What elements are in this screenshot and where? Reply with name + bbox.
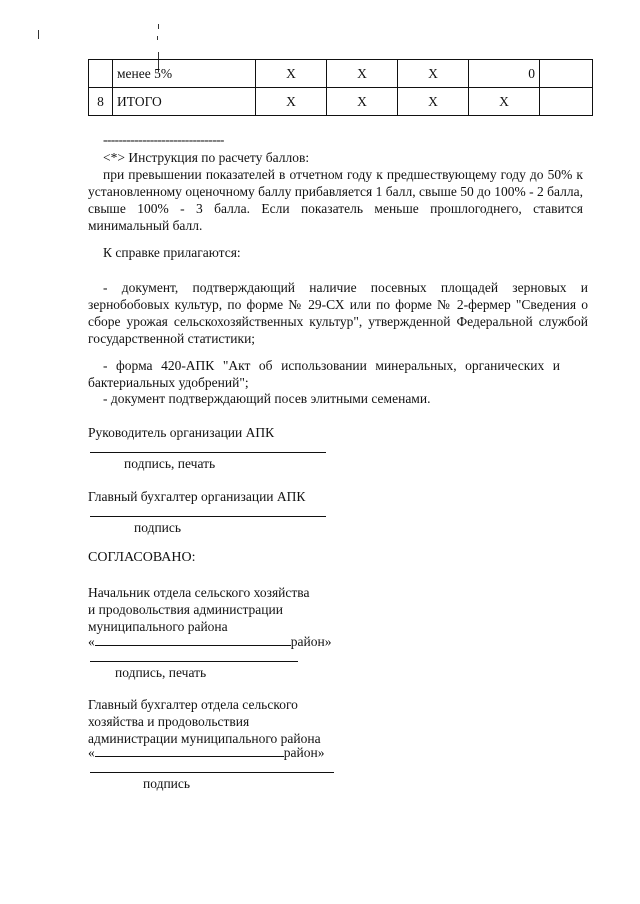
district-line [88, 633, 331, 650]
head-title: Руководитель организации АПК [88, 425, 275, 440]
attachments-heading: К справке прилагаются: [103, 245, 241, 260]
table-cell: 0 [469, 60, 540, 88]
table-cell: X [398, 60, 469, 88]
table-cell: X [256, 88, 327, 116]
table-cell: X [256, 60, 327, 88]
district-blank [95, 645, 291, 646]
dept-acc-title-line: администрации муниципального района [88, 731, 321, 746]
signature-line [90, 661, 298, 662]
table-cell [540, 88, 593, 116]
footnote-text: при превышении показателей в отчетном году к предшествующему году до 50% к установленному оценочному баллу прибавляется 1 балл, свыше 50 до 100% - 2 балла, свыше 100% - 3 балла. Если показатель меньше прошлогоднего, ставится минимальный балл. [88, 167, 583, 233]
accountant-caption: подпись [134, 520, 182, 535]
scan-mark [158, 24, 159, 29]
dept-acc-title-line: Главный бухгалтер отдела сельского [88, 697, 298, 712]
table-row [89, 88, 593, 116]
table-cell [540, 60, 593, 88]
head-caption: подпись, печать [124, 456, 216, 471]
district-suffix: район» [283, 745, 325, 760]
table-cell: X [469, 88, 540, 116]
signature-line [90, 516, 326, 517]
agreed-heading: СОГЛАСОВАНО: [88, 550, 196, 565]
footnote-title: <*> Инструкция по расчету баллов: [103, 150, 310, 165]
attachment-item-2: - форма 420-АПК "Акт об использовании минеральных, органических и бактериальных удобрений"; [88, 358, 560, 390]
dept-head-caption: подпись, печать [115, 665, 207, 680]
scan-mark [38, 30, 39, 39]
open-quote: « [88, 745, 95, 760]
signature-line [90, 772, 334, 773]
table-cell: менее 5% [113, 60, 256, 88]
footnote-separator: ------------------------------- [103, 132, 224, 147]
table-cell: X [327, 60, 398, 88]
table-cell: ИТОГО [113, 88, 256, 116]
attachment-item-3: - документ подтверждающий посев элитными семенами. [103, 391, 431, 406]
table-cell: X [327, 88, 398, 116]
district-blank [95, 756, 284, 757]
accountant-title: Главный бухгалтер организации АПК [88, 489, 306, 504]
table-cell [89, 60, 113, 88]
attachment-item-1: - документ, подтверждающий наличие посевных площадей зерновых и зернобобовых культур, по форме № 29-СХ или по форме № 2-фермер "Сведения о сборе урожая сельскохозяйственных культур", утвержденной Федеральной службой государственной статистики; [88, 280, 588, 346]
dept-acc-caption: подпись [143, 776, 191, 791]
dept-head-title-line: Начальник отдела сельского хозяйства [88, 585, 310, 600]
district-line [88, 744, 324, 761]
district-suffix: район» [290, 634, 332, 649]
table-cell: 8 [89, 88, 113, 116]
scan-mark [157, 36, 158, 40]
open-quote: « [88, 634, 95, 649]
dept-head-title-line: муниципального района [88, 619, 228, 634]
signature-line [90, 452, 326, 453]
table-row [89, 60, 593, 88]
dept-acc-title-line: хозяйства и продовольствия [88, 714, 250, 729]
dept-head-title-line: и продовольствия администрации [88, 602, 283, 617]
score-table [88, 59, 593, 116]
table-cell: X [398, 88, 469, 116]
